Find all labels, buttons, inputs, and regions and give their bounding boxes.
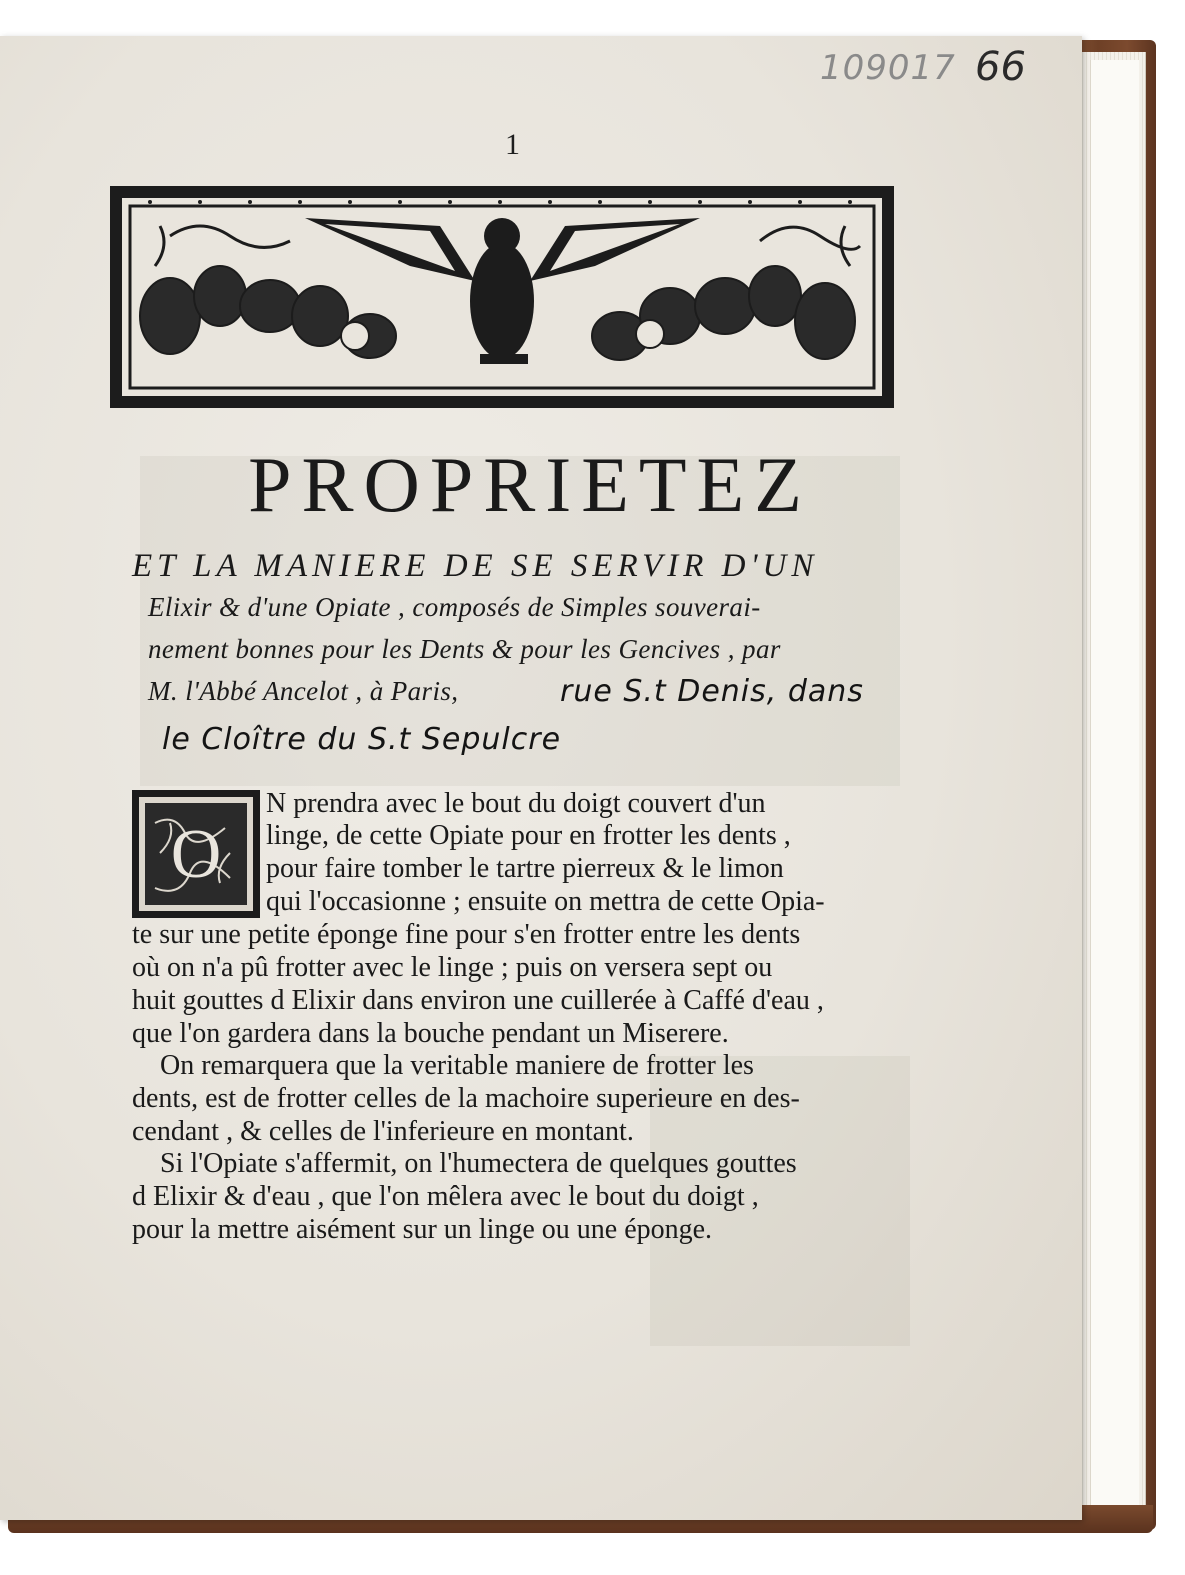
page-title: PROPRIETEZ [248,441,812,528]
floral-initial-icon [135,793,257,915]
text-line: On remarquera que la veritable maniere de frotter les [160,1050,754,1081]
subtitle-line: Elixir & d'une Opiate , composés de Simples souverai- [148,592,761,622]
subtitle: ET LA MANIERE DE SE SERVIR D'UN [132,548,819,584]
text-line: huit gouttes d Elixir dans environ une cuillerée à Caffé d'eau , [132,985,824,1016]
eagle-garland-ornament-icon [110,186,894,408]
subtitle-line: M. l'Abbé Ancelot , à Paris, [148,676,459,706]
text-line: cendant , & celles de l'inferieure en montant. [132,1116,634,1147]
text-line: qui l'occasionne ; ensuite on mettra de cette Opia- [266,886,825,917]
text-line: Si l'Opiate s'affermit, on l'humectera de quelques gouttes [160,1148,797,1179]
subtitle-line: nement bonnes pour les Dents & pour les Gencives , par [148,634,781,664]
text-line: pour la mettre aisément sur un linge ou une éponge. [132,1214,713,1245]
handwritten-address: le Cloître du S.t Sepulcre [162,722,562,757]
text-line: d Elixir & d'eau , que l'on mêlera avec le bout du doigt , [132,1181,759,1212]
handwritten-folio: 66 [975,44,1026,90]
text-line: pour faire tomber le tartre pierreux & le limon [266,853,784,884]
text-line: où on n'a pû frotter avec le linge ; puis on versera sept ou [132,952,773,983]
initial-letter: O [170,816,222,893]
page-stack-edge-inner [1090,60,1139,1515]
text-line: te sur une petite éponge fine pour s'en frotter entre les dents [132,919,801,950]
woodcut-headpiece [110,186,894,408]
text-line: que l'on gardera dans la bouche pendant un Miserere. [132,1018,729,1049]
text-line: dents, est de frotter celles de la machoire superieure en des- [132,1083,800,1114]
archive-number: 109017 [820,48,956,88]
decorated-initial [132,790,260,918]
text-line: linge, de cette Opiate pour en frotter les dents , [266,820,791,851]
text-line: N prendra avec le bout du doigt couvert d'un [266,788,766,819]
handwritten-address: rue S.t Denis, dans [560,674,864,709]
page-number: 1 [505,128,520,161]
